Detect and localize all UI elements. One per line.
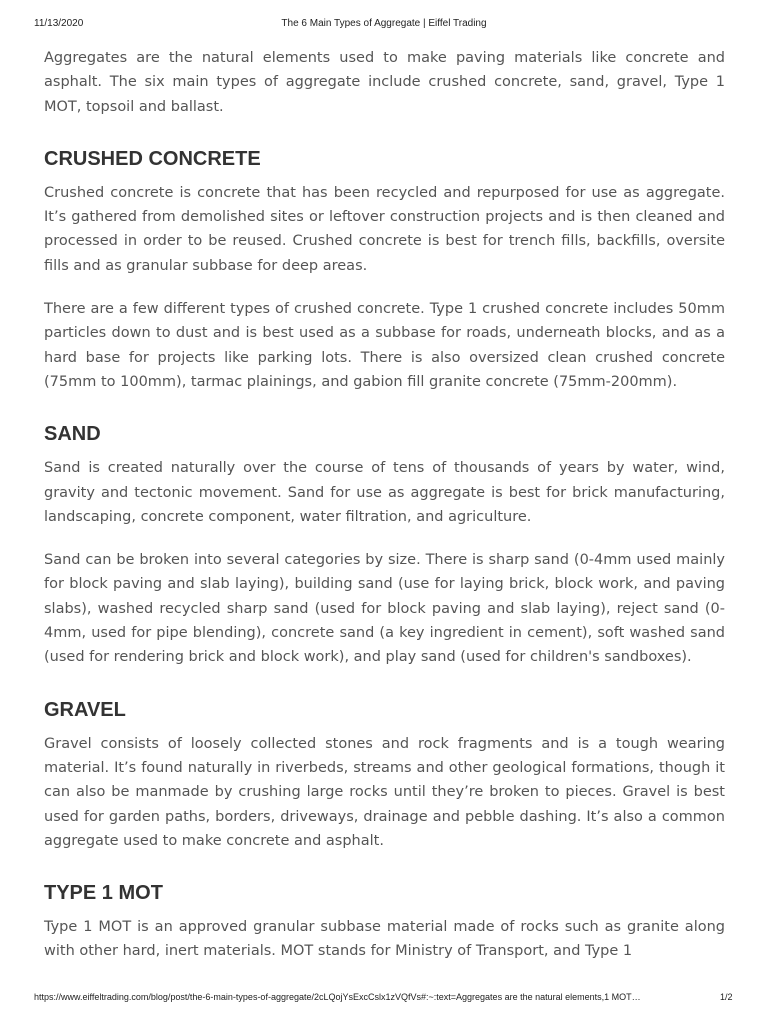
page-url: https://www.eiffeltrading.com/blog/post/the-6-main-types-of-aggregate/2cLQojYsExcCslx1zVQfVs#:~:text=Aggregates are the natural elements,1 MOT… [34, 992, 641, 1002]
intro-paragraph: Aggregates are the natural elements used to make paving materials like concrete and asphalt. The six main types of aggregate include crushed concrete, sand, gravel, Type 1 MOT, topsoil and ballast. [44, 50, 725, 115]
print-header [0, 0, 768, 40]
section-heading-sand: SAND [44, 423, 101, 446]
page-number: 1/2 [720, 992, 733, 1002]
article-body [44, 46, 725, 983]
section-heading-crushed-concrete: CRUSHED CONCRETE [44, 147, 261, 170]
paragraph: Sand is created naturally over the course of tens of thousands of years by water, wind, gravity and tectonic movement. Sand for use as aggregate is best for brick manufacturing, landscaping, concrete component, water filtration, and agriculture. [44, 460, 725, 525]
section-heading-gravel: GRAVEL [44, 698, 126, 721]
print-page-title: The 6 Main Types of Aggregate | Eiffel Trading [281, 18, 487, 29]
paragraph: Type 1 MOT is an approved granular subbase material made of rocks such as granite along with other hard, inert materials. MOT stands for Ministry of Transport, and Type 1 [44, 919, 725, 960]
paragraph: Crushed concrete is concrete that has been recycled and repurposed for use as aggregate. It’s gathered from demolished sites or leftover construction projects and is then cleaned and processed in order to be reused. Crushed concrete is best for trench fills, backfills, oversite fills and as granular subbase for deep areas. [44, 184, 725, 274]
paragraph: Gravel consists of loosely collected stones and rock fragments and is a tough wearing material. It’s found naturally in riverbeds, streams and other geological formations, though it can also be manmade by crushing large rocks until they’re broken to pieces. Gravel is best used for garden paths, borders, driveways, drainage and pebble dashing. It’s also a common aggregate used to make concrete and asphalt. [44, 735, 725, 849]
paragraph: Sand can be broken into several categories by size. There is sharp sand (0-4mm used mainly for block paving and slab laying), building sand (use for laying brick, block work, and paving slabs), washed recycled sharp sand (used for block paving and slab laying), reject sand (0-4mm, used for pipe blending), concrete sand (a key ingredient in cement), soft washed sand (used for rendering brick and block work), and play sand (used for children's sandboxes). [44, 552, 725, 666]
print-date: 11/13/2020 [34, 18, 84, 29]
print-footer [0, 992, 768, 1012]
section-heading-type-1-mot: TYPE 1 MOT [44, 882, 163, 905]
paragraph: There are a few different types of crushed concrete. Type 1 crushed concrete includes 50mm particles down to dust and is best used as a subbase for roads, underneath blocks, and as a hard base for projects like parking lots. There is also oversized clean crushed concrete (75mm to 100mm), tarmac plainings, and gabion fill granite concrete (75mm-200mm). [44, 301, 725, 390]
